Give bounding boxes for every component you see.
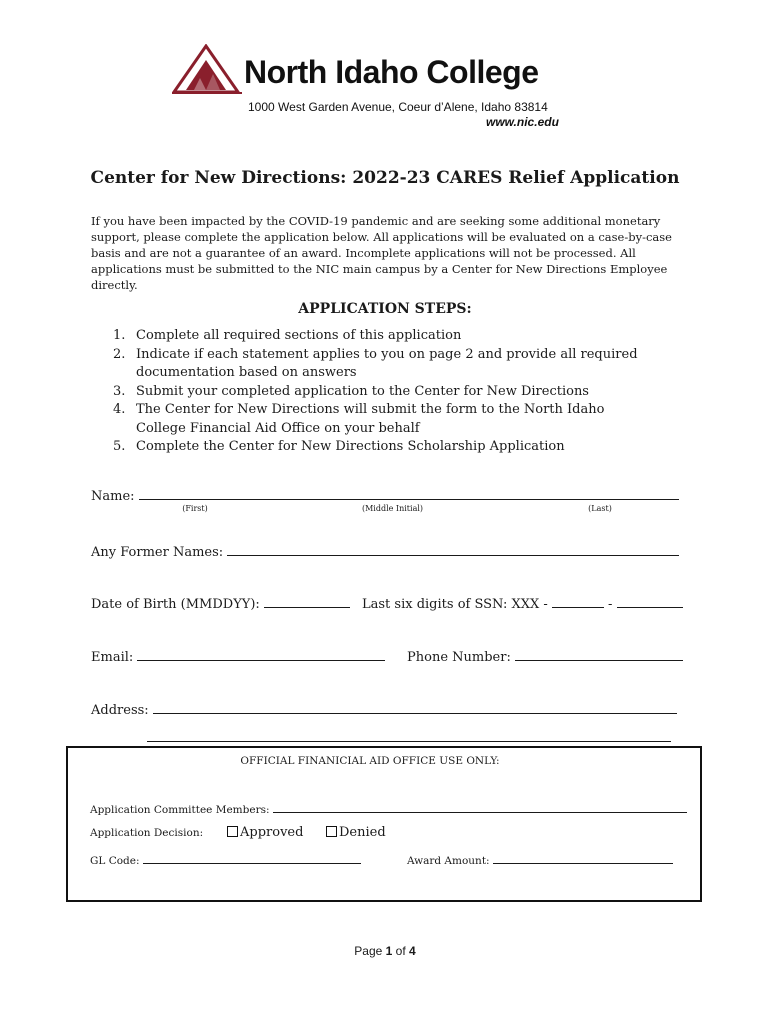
committee-label: Application Committee Members: — [90, 804, 270, 816]
step-text: Complete all required sections of this application — [136, 328, 462, 343]
step-number: 4. — [113, 402, 126, 417]
steps-list — [91, 327, 651, 457]
college-website[interactable]: www.nic.edu — [486, 115, 559, 129]
gl-code-label: GL Code: — [90, 855, 140, 867]
page-total: 4 — [409, 944, 416, 958]
page-number — [0, 944, 770, 958]
steps-heading: APPLICATION STEPS: — [298, 301, 472, 317]
dob-row — [91, 595, 350, 612]
step-text: Indicate if each statement applies to you on page 2 and provide all required documentation based on answers — [136, 346, 638, 380]
page-title: Center for New Directions: 2022-23 CARES Relief Application — [90, 168, 680, 188]
list-item — [91, 346, 651, 383]
step-number: 2. — [113, 346, 126, 362]
office-use-box — [66, 746, 702, 902]
college-logo — [172, 44, 572, 134]
approved-checkbox[interactable] — [227, 826, 238, 837]
list-item — [91, 383, 651, 402]
list-item — [91, 401, 651, 438]
committee-field[interactable] — [273, 800, 687, 813]
page-current: 1 — [385, 944, 393, 958]
former-names-row — [91, 543, 679, 560]
mountain-logo-icon — [172, 44, 242, 96]
list-item — [91, 327, 651, 346]
ssn-field-last[interactable] — [617, 595, 683, 608]
name-middle-caption: (Middle Initial) — [361, 504, 424, 513]
email-field[interactable] — [137, 648, 385, 661]
intro-paragraph: If you have been impacted by the COVID-19 pandemic and are seeking some additional monetary support, please complete the application below. All applications will be evaluated on a case-by-case basis and are not a guarantee of an award. Incomplete applications will not be processed. All applications must be submitted to the NIC main campus by a Center for New Directions Employee directly. — [91, 214, 672, 292]
name-field[interactable] — [139, 487, 679, 500]
ssn-label: Last six digits of SSN: XXX - — [362, 597, 548, 612]
address-row — [91, 701, 677, 718]
approved-label: Approved — [240, 825, 304, 840]
email-label: Email: — [91, 650, 134, 665]
address-field-line2[interactable] — [147, 729, 671, 742]
dob-field[interactable] — [264, 595, 350, 608]
denied-label: Denied — [339, 825, 386, 840]
phone-field[interactable] — [515, 648, 683, 661]
dob-label: Date of Birth (MMDDYY): — [91, 597, 260, 612]
name-row — [91, 487, 679, 504]
award-field[interactable] — [493, 851, 673, 864]
step-number: 3. — [113, 383, 126, 399]
name-label: Name: — [91, 489, 135, 504]
gl-code-field[interactable] — [143, 851, 361, 864]
ssn-row — [362, 595, 683, 612]
name-last-caption: (Last) — [588, 504, 612, 513]
college-name: North Idaho College — [244, 54, 539, 90]
step-number: 5. — [113, 439, 126, 454]
address-label: Address: — [91, 703, 149, 718]
ssn-field-middle[interactable] — [552, 595, 604, 608]
award-row — [407, 851, 673, 867]
award-label: Award Amount: — [407, 855, 490, 867]
email-row — [91, 648, 385, 665]
name-first-caption: (First) — [182, 504, 208, 513]
page-prefix: Page — [354, 944, 383, 958]
list-item — [91, 438, 651, 457]
former-names-label: Any Former Names: — [91, 545, 224, 560]
address-field-line1[interactable] — [153, 701, 677, 714]
step-number: 1. — [113, 328, 126, 343]
phone-row — [407, 648, 683, 665]
denied-checkbox[interactable] — [326, 826, 337, 837]
page-of: of — [395, 944, 406, 958]
approved-option[interactable] — [227, 825, 303, 840]
denied-option[interactable] — [326, 825, 386, 840]
decision-label: Application Decision: — [90, 827, 204, 839]
college-address: 1000 West Garden Avenue, Coeur d’Alene, Idaho 83814 — [248, 100, 548, 114]
ssn-dash: - — [608, 597, 613, 612]
phone-label: Phone Number: — [407, 650, 511, 665]
step-text: Complete the Center for New Directions Scholarship Application — [136, 439, 565, 454]
former-names-field[interactable] — [227, 543, 679, 556]
gl-code-row — [90, 851, 361, 867]
step-text: Submit your completed application to the Center for New Directions — [136, 383, 589, 399]
office-use-heading: OFFICIAL FINANICIAL AID OFFICE USE ONLY: — [240, 755, 500, 767]
committee-row — [90, 800, 687, 816]
step-text: The Center for New Directions will submit the form to the North Idaho College Financial Aid Office on your behalf — [136, 402, 605, 436]
